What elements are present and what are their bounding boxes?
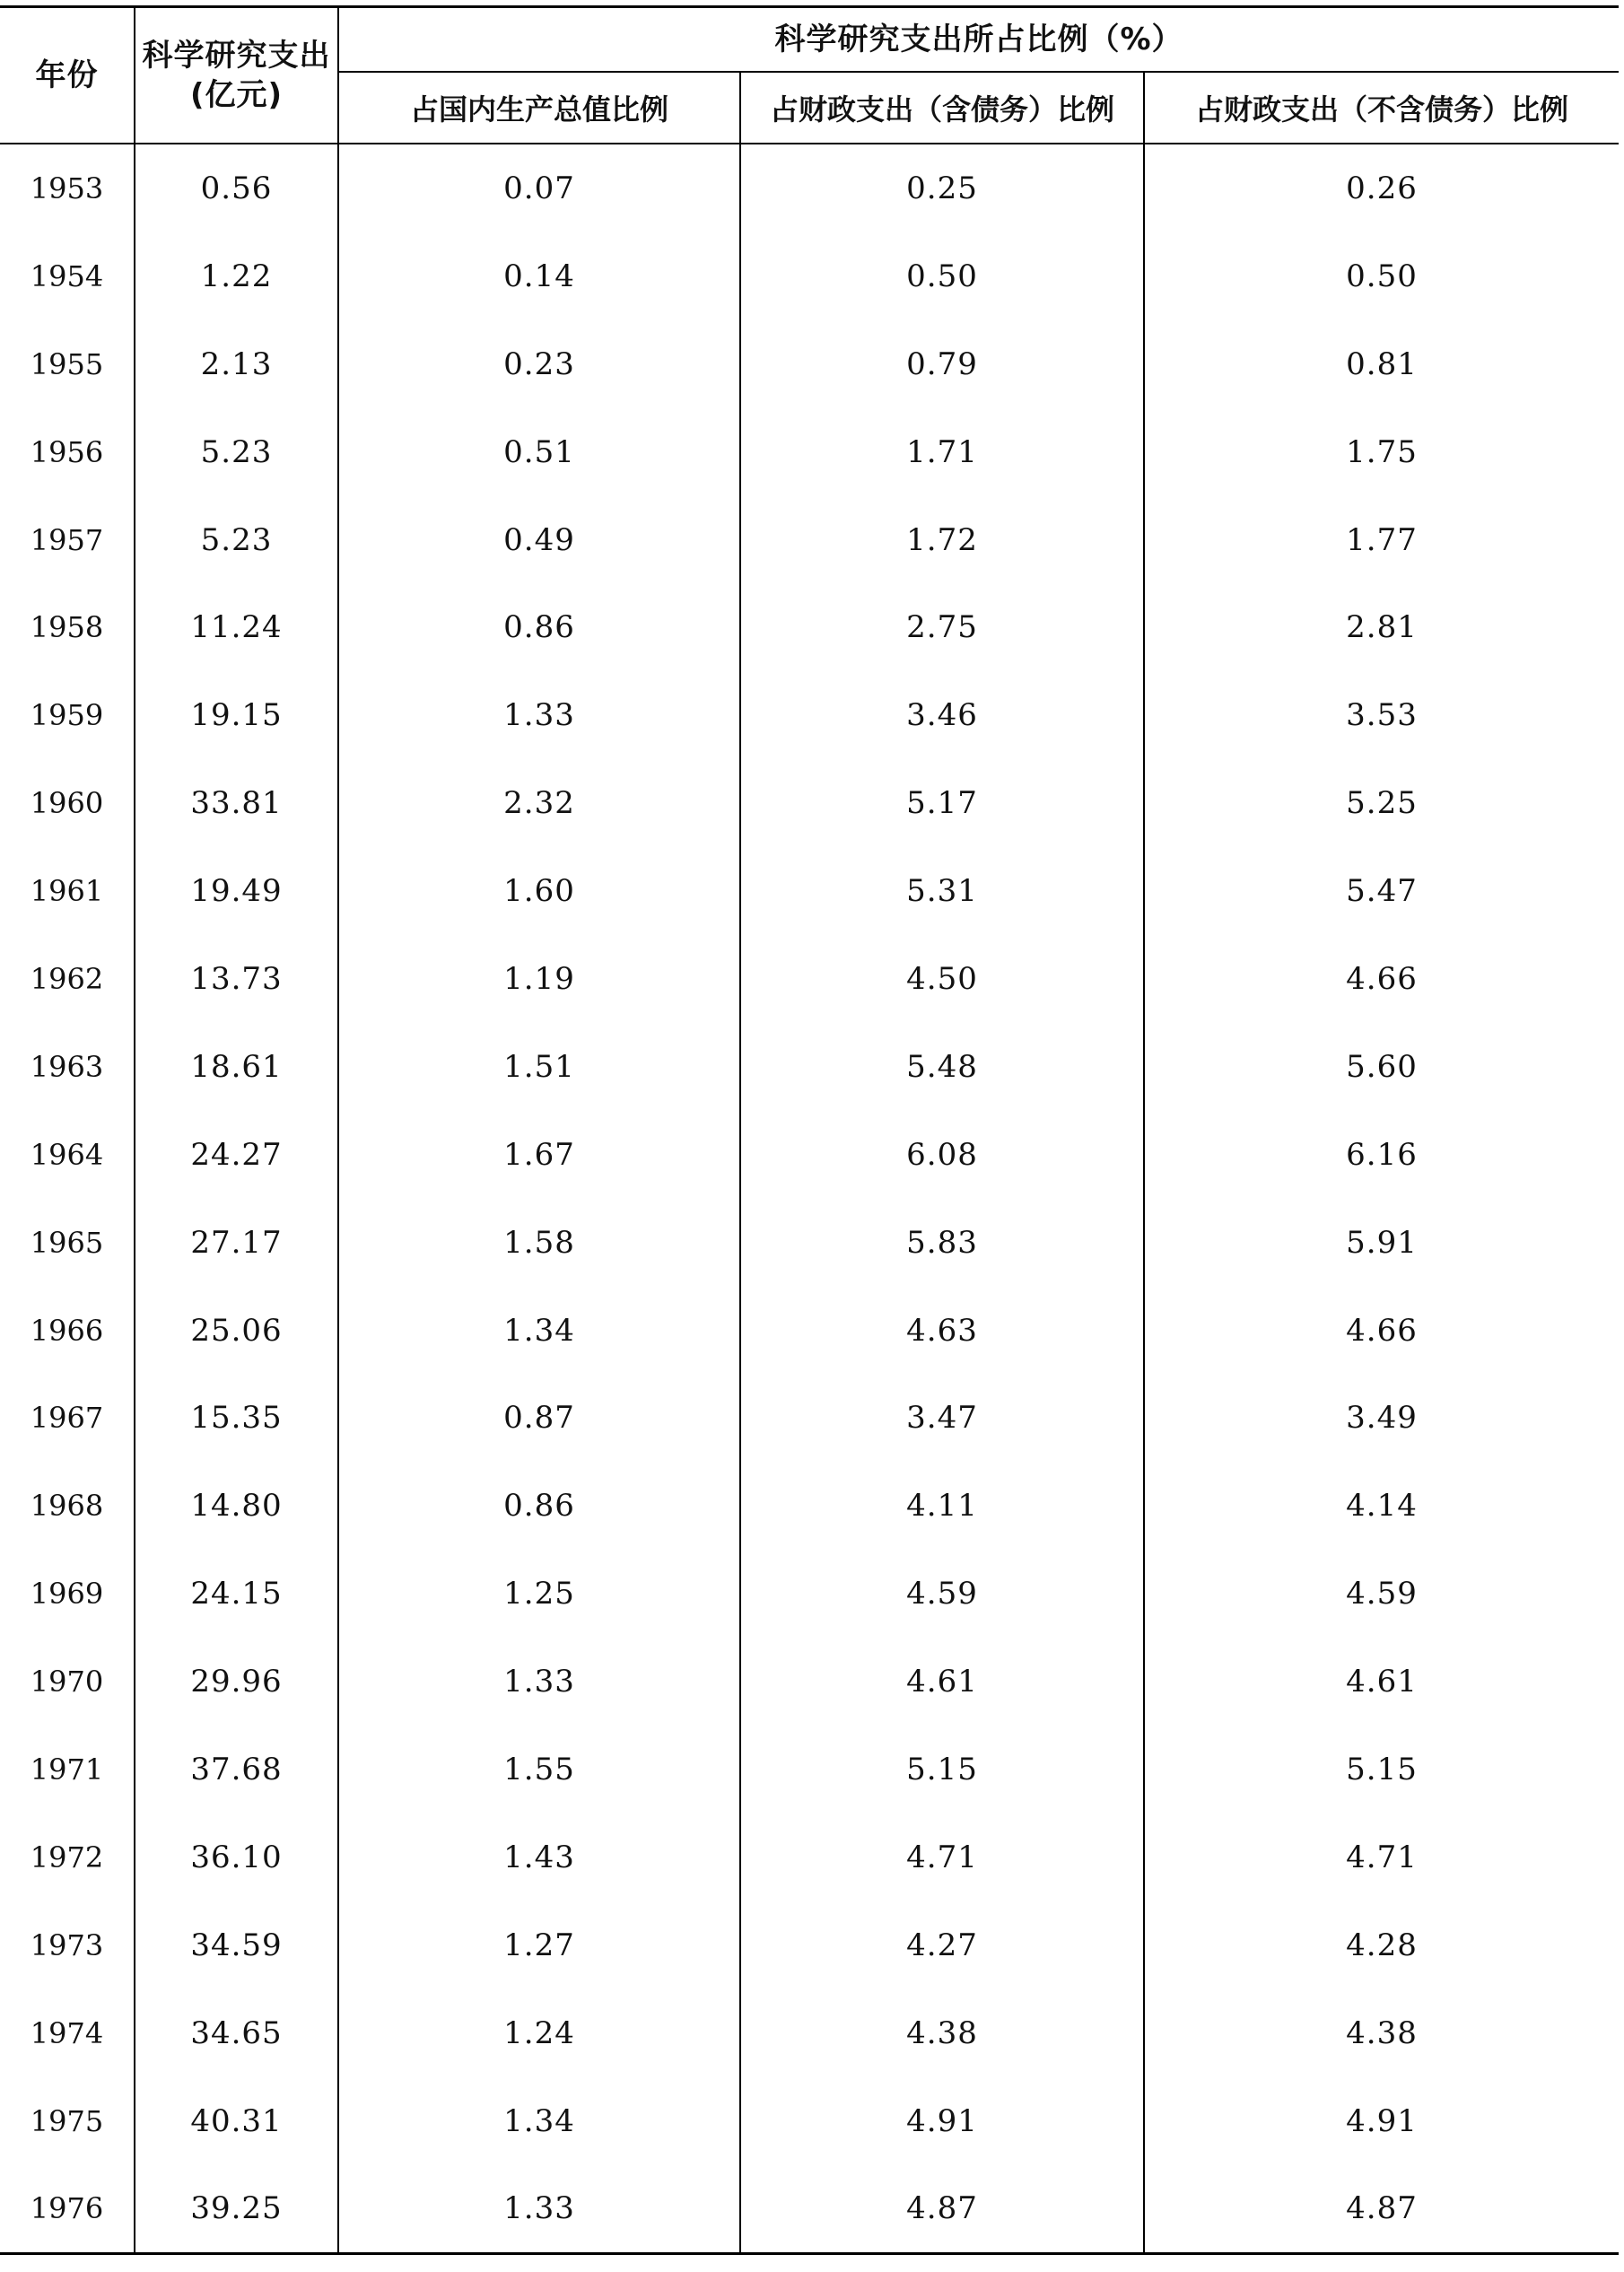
cell-spend: [135, 232, 338, 320]
year-value: 1975: [30, 2103, 104, 2138]
fiscal-excl-debt-value: 4.91: [1346, 2102, 1418, 2139]
cell-gdp-ratio: [338, 935, 740, 1023]
fiscal-incl-debt-value: 0.25: [906, 170, 978, 206]
cell-spend: [135, 1374, 338, 1462]
cell-fiscal-excl-debt: [1144, 671, 1619, 759]
cell-fiscal-incl-debt: [740, 1550, 1144, 1638]
fiscal-incl-debt-value: 4.87: [906, 2190, 978, 2227]
fiscal-incl-debt-value: 4.27: [906, 1927, 978, 1963]
year-value: 1974: [30, 2015, 104, 2050]
year-value: 1957: [30, 522, 104, 557]
fiscal-excl-debt-value: 0.50: [1346, 258, 1418, 294]
cell-fiscal-incl-debt: [740, 496, 1144, 584]
cell-fiscal-incl-debt: [740, 847, 1144, 935]
cell-year: [0, 408, 135, 496]
cell-fiscal-excl-debt: [1144, 144, 1619, 232]
cell-spend: [135, 583, 338, 671]
cell-fiscal-excl-debt: [1144, 1023, 1619, 1111]
fiscal-excl-debt-value: 4.28: [1346, 1927, 1418, 1963]
cell-fiscal-incl-debt: [740, 1726, 1144, 1813]
cell-fiscal-excl-debt: [1144, 232, 1619, 320]
cell-gdp-ratio: [338, 759, 740, 847]
year-value: 1961: [30, 874, 104, 909]
year-value: 1954: [30, 258, 104, 293]
cell-gdp-ratio: [338, 1374, 740, 1462]
cell-gdp-ratio: [338, 408, 740, 496]
cell-year: [0, 1023, 135, 1111]
cell-spend: [135, 2077, 338, 2165]
fiscal-incl-debt-value: 4.50: [906, 960, 978, 997]
spend-value: 5.23: [200, 521, 273, 558]
spend-value: 14.80: [190, 1488, 283, 1525]
cell-year: [0, 496, 135, 584]
gdp-ratio-value: 0.49: [503, 521, 575, 558]
year-value: 1976: [30, 2191, 104, 2226]
gdp-ratio-value: 0.07: [503, 170, 575, 206]
fiscal-excl-debt-value: 4.59: [1346, 1576, 1418, 1612]
header-fiscal-incl-debt-label: 占财政支出（含债务）比例: [769, 92, 1114, 127]
cell-year: [0, 935, 135, 1023]
table-body: [0, 144, 1619, 2254]
cell-gdp-ratio: [338, 1462, 740, 1550]
gdp-ratio-value: 0.86: [503, 1488, 575, 1525]
cell-gdp-ratio: [338, 1638, 740, 1726]
fiscal-excl-debt-value: 4.66: [1346, 960, 1418, 997]
fiscal-excl-debt-value: 5.15: [1346, 1751, 1418, 1787]
cell-fiscal-incl-debt: [740, 1111, 1144, 1199]
cell-gdp-ratio: [338, 1023, 740, 1111]
gdp-ratio-value: 2.32: [503, 785, 575, 822]
fiscal-excl-debt-value: 3.53: [1346, 697, 1418, 734]
spend-value: 29.96: [190, 1664, 283, 1700]
cell-gdp-ratio: [338, 583, 740, 671]
spend-value: 25.06: [190, 1312, 283, 1349]
cell-year: [0, 320, 135, 408]
cell-spend: [135, 320, 338, 408]
cell-fiscal-incl-debt: [740, 1199, 1144, 1287]
gdp-ratio-value: 1.34: [503, 2102, 575, 2139]
cell-gdp-ratio: [338, 144, 740, 232]
fiscal-incl-debt-value: 4.61: [906, 1664, 978, 1700]
fiscal-excl-debt-value: 0.81: [1346, 345, 1418, 382]
cell-fiscal-incl-debt: [740, 583, 1144, 671]
cell-year: [0, 1901, 135, 1989]
spend-value: 18.61: [190, 1048, 283, 1085]
cell-year: [0, 1726, 135, 1813]
cell-gdp-ratio: [338, 847, 740, 935]
header-gdp-ratio: [338, 72, 740, 144]
cell-fiscal-excl-debt: [1144, 1287, 1619, 1375]
table-row: [0, 1287, 1619, 1375]
spend-value: 15.35: [190, 1400, 283, 1437]
spend-value: 40.31: [190, 2102, 283, 2139]
table-row: [0, 2164, 1619, 2253]
table-row: [0, 232, 1619, 320]
table-row: [0, 1813, 1619, 1901]
cell-fiscal-incl-debt: [740, 2077, 1144, 2165]
year-value: 1967: [30, 1401, 104, 1436]
year-value: 1972: [30, 1839, 104, 1874]
year-value: 1968: [30, 1489, 104, 1524]
year-value: 1966: [30, 1313, 104, 1348]
cell-year: [0, 583, 135, 671]
cell-fiscal-incl-debt: [740, 232, 1144, 320]
cell-year: [0, 2164, 135, 2253]
spend-value: 24.15: [190, 1576, 283, 1612]
spend-value: 34.59: [190, 1927, 283, 1963]
cell-spend: [135, 1550, 338, 1638]
research-expenditure-table: [0, 5, 1619, 2255]
spend-value: 34.65: [190, 2014, 283, 2051]
spend-value: 36.10: [190, 1839, 283, 1875]
cell-spend: [135, 1989, 338, 2077]
cell-spend: [135, 935, 338, 1023]
table-row: [0, 496, 1619, 584]
table-row: [0, 1462, 1619, 1550]
cell-fiscal-incl-debt: [740, 759, 1144, 847]
fiscal-incl-debt-value: 4.59: [906, 1576, 978, 1612]
spend-value: 11.24: [190, 609, 283, 646]
table-row: [0, 320, 1619, 408]
fiscal-incl-debt-value: 5.31: [906, 873, 978, 910]
gdp-ratio-value: 0.51: [503, 433, 575, 470]
fiscal-excl-debt-value: 4.38: [1346, 2014, 1418, 2051]
fiscal-excl-debt-value: 1.75: [1346, 433, 1418, 470]
year-value: 1959: [30, 698, 104, 733]
gdp-ratio-value: 0.86: [503, 609, 575, 646]
year-value: 1953: [30, 170, 104, 205]
spend-value: 5.23: [200, 433, 273, 470]
cell-spend: [135, 671, 338, 759]
fiscal-incl-debt-value: 5.17: [906, 785, 978, 822]
fiscal-incl-debt-value: 6.08: [906, 1136, 978, 1173]
cell-gdp-ratio: [338, 1287, 740, 1375]
table-row: [0, 1989, 1619, 2077]
cell-fiscal-excl-debt: [1144, 1111, 1619, 1199]
year-value: 1956: [30, 434, 104, 469]
cell-fiscal-incl-debt: [740, 1901, 1144, 1989]
cell-year: [0, 847, 135, 935]
cell-gdp-ratio: [338, 1726, 740, 1813]
table-row: [0, 1111, 1619, 1199]
cell-spend: [135, 1287, 338, 1375]
cell-year: [0, 1638, 135, 1726]
header-year: [0, 7, 135, 144]
cell-fiscal-excl-debt: [1144, 408, 1619, 496]
cell-fiscal-incl-debt: [740, 671, 1144, 759]
cell-spend: [135, 1638, 338, 1726]
cell-spend: [135, 144, 338, 232]
table-row: [0, 1550, 1619, 1638]
year-value: 1963: [30, 1049, 104, 1084]
cell-spend: [135, 1813, 338, 1901]
fiscal-excl-debt-value: 5.25: [1346, 785, 1418, 822]
cell-fiscal-incl-debt: [740, 935, 1144, 1023]
fiscal-incl-debt-value: 0.79: [906, 345, 978, 382]
fiscal-incl-debt-value: 4.63: [906, 1312, 978, 1349]
table-row: [0, 1638, 1619, 1726]
gdp-ratio-value: 1.25: [503, 1576, 575, 1612]
spend-value: 0.56: [200, 170, 273, 206]
cell-fiscal-excl-debt: [1144, 847, 1619, 935]
cell-fiscal-excl-debt: [1144, 1638, 1619, 1726]
cell-fiscal-excl-debt: [1144, 759, 1619, 847]
cell-fiscal-incl-debt: [740, 320, 1144, 408]
cell-spend: [135, 408, 338, 496]
gdp-ratio-value: 1.33: [503, 1664, 575, 1700]
fiscal-excl-debt-value: 1.77: [1346, 521, 1418, 558]
header-gdp-ratio-label: 占国内生产总值比例: [409, 92, 668, 127]
cell-year: [0, 1199, 135, 1287]
cell-gdp-ratio: [338, 671, 740, 759]
header-ratio-group-label: 科学研究支出所占比例（%）: [774, 21, 1183, 57]
cell-year: [0, 1462, 135, 1550]
year-value: 1964: [30, 1137, 104, 1172]
header-spend: [135, 7, 338, 144]
cell-fiscal-excl-debt: [1144, 1726, 1619, 1813]
fiscal-excl-debt-value: 4.71: [1346, 1839, 1418, 1875]
fiscal-incl-debt-value: 4.91: [906, 2102, 978, 2139]
cell-year: [0, 1111, 135, 1199]
gdp-ratio-value: 1.27: [503, 1927, 575, 1963]
fiscal-incl-debt-value: 4.11: [906, 1488, 978, 1525]
fiscal-incl-debt-value: 2.75: [906, 609, 978, 646]
spend-value: 19.49: [190, 873, 283, 910]
fiscal-excl-debt-value: 5.60: [1346, 1048, 1418, 1085]
header-fiscal-excl-debt: [1144, 72, 1619, 144]
cell-gdp-ratio: [338, 1199, 740, 1287]
cell-fiscal-incl-debt: [740, 1462, 1144, 1550]
fiscal-excl-debt-value: 4.61: [1346, 1664, 1418, 1700]
cell-fiscal-excl-debt: [1144, 583, 1619, 671]
spend-value: 37.68: [190, 1751, 283, 1787]
fiscal-incl-debt-value: 5.83: [906, 1224, 978, 1261]
cell-gdp-ratio: [338, 1550, 740, 1638]
cell-spend: [135, 847, 338, 935]
cell-year: [0, 1813, 135, 1901]
table-row: [0, 935, 1619, 1023]
gdp-ratio-value: 0.87: [503, 1400, 575, 1437]
cell-spend: [135, 1462, 338, 1550]
fiscal-excl-debt-value: 0.26: [1346, 170, 1418, 206]
table-row: [0, 144, 1619, 232]
year-value: 1965: [30, 1225, 104, 1260]
spend-value: 27.17: [190, 1224, 283, 1261]
cell-year: [0, 1374, 135, 1462]
table-row: [0, 1023, 1619, 1111]
cell-spend: [135, 1199, 338, 1287]
cell-year: [0, 232, 135, 320]
fiscal-excl-debt-value: 5.47: [1346, 873, 1418, 910]
table-row: [0, 1374, 1619, 1462]
cell-gdp-ratio: [338, 232, 740, 320]
cell-year: [0, 759, 135, 847]
cell-spend: [135, 2164, 338, 2253]
year-value: 1969: [30, 1577, 104, 1612]
table-header: [0, 7, 1619, 144]
cell-fiscal-incl-debt: [740, 1374, 1144, 1462]
year-value: 1962: [30, 961, 104, 996]
fiscal-incl-debt-value: 3.46: [906, 697, 978, 734]
cell-gdp-ratio: [338, 1989, 740, 2077]
header-spend-unit: (亿元): [189, 77, 284, 113]
cell-spend: [135, 1023, 338, 1111]
table-row: [0, 1726, 1619, 1813]
cell-fiscal-incl-debt: [740, 1989, 1144, 2077]
spend-value: 1.22: [200, 258, 273, 294]
table-row: [0, 671, 1619, 759]
table-row: [0, 408, 1619, 496]
fiscal-excl-debt-value: 2.81: [1346, 609, 1418, 646]
gdp-ratio-value: 1.55: [503, 1751, 575, 1787]
cell-spend: [135, 496, 338, 584]
cell-fiscal-excl-debt: [1144, 1550, 1619, 1638]
cell-year: [0, 1287, 135, 1375]
fiscal-incl-debt-value: 1.72: [906, 521, 978, 558]
cell-fiscal-incl-debt: [740, 144, 1144, 232]
fiscal-incl-debt-value: 5.15: [906, 1751, 978, 1787]
fiscal-incl-debt-value: 0.50: [906, 258, 978, 294]
fiscal-incl-debt-value: 3.47: [906, 1400, 978, 1437]
gdp-ratio-value: 1.33: [503, 697, 575, 734]
year-value: 1958: [30, 610, 104, 645]
cell-year: [0, 1550, 135, 1638]
header-fiscal-excl-debt-label: 占财政支出（不含债务）比例: [1195, 92, 1569, 127]
cell-gdp-ratio: [338, 2077, 740, 2165]
gdp-ratio-value: 1.43: [503, 1839, 575, 1875]
fiscal-incl-debt-value: 4.38: [906, 2014, 978, 2051]
year-value: 1960: [30, 786, 104, 821]
cell-fiscal-excl-debt: [1144, 1901, 1619, 1989]
header-ratio-group: [338, 7, 1619, 73]
fiscal-excl-debt-value: 5.91: [1346, 1224, 1418, 1261]
header-fiscal-incl-debt: [740, 72, 1144, 144]
gdp-ratio-value: 1.24: [503, 2014, 575, 2051]
gdp-ratio-value: 0.14: [503, 258, 575, 294]
cell-gdp-ratio: [338, 496, 740, 584]
cell-year: [0, 671, 135, 759]
spend-value: 19.15: [190, 697, 283, 734]
spend-value: 39.25: [190, 2190, 283, 2227]
table-row: [0, 759, 1619, 847]
cell-gdp-ratio: [338, 1111, 740, 1199]
cell-spend: [135, 1111, 338, 1199]
cell-fiscal-incl-debt: [740, 2164, 1144, 2253]
cell-fiscal-excl-debt: [1144, 2077, 1619, 2165]
cell-fiscal-incl-debt: [740, 1638, 1144, 1726]
gdp-ratio-value: 1.34: [503, 1312, 575, 1349]
cell-year: [0, 1989, 135, 2077]
table-row: [0, 1901, 1619, 1989]
cell-spend: [135, 759, 338, 847]
spend-value: 2.13: [200, 345, 273, 382]
cell-fiscal-incl-debt: [740, 1023, 1144, 1111]
year-value: 1955: [30, 346, 104, 381]
gdp-ratio-value: 1.19: [503, 960, 575, 997]
gdp-ratio-value: 1.58: [503, 1224, 575, 1261]
fiscal-incl-debt-value: 4.71: [906, 1839, 978, 1875]
fiscal-excl-debt-value: 4.66: [1346, 1312, 1418, 1349]
cell-gdp-ratio: [338, 320, 740, 408]
fiscal-incl-debt-value: 5.48: [906, 1048, 978, 1085]
cell-spend: [135, 1901, 338, 1989]
table-row: [0, 583, 1619, 671]
cell-fiscal-incl-debt: [740, 1287, 1144, 1375]
cell-fiscal-excl-debt: [1144, 2164, 1619, 2253]
fiscal-excl-debt-value: 4.87: [1346, 2190, 1418, 2227]
cell-fiscal-excl-debt: [1144, 1374, 1619, 1462]
header-spend-label: 科学研究支出: [142, 37, 331, 74]
cell-gdp-ratio: [338, 2164, 740, 2253]
spend-value: 33.81: [190, 785, 283, 822]
fiscal-incl-debt-value: 1.71: [906, 433, 978, 470]
cell-gdp-ratio: [338, 1813, 740, 1901]
cell-fiscal-excl-debt: [1144, 1462, 1619, 1550]
spend-value: 24.27: [190, 1136, 283, 1173]
cell-fiscal-excl-debt: [1144, 496, 1619, 584]
gdp-ratio-value: 1.51: [503, 1048, 575, 1085]
fiscal-excl-debt-value: 6.16: [1346, 1136, 1418, 1173]
cell-fiscal-excl-debt: [1144, 1199, 1619, 1287]
table-row: [0, 1199, 1619, 1287]
cell-fiscal-excl-debt: [1144, 935, 1619, 1023]
cell-fiscal-incl-debt: [740, 1813, 1144, 1901]
gdp-ratio-value: 1.60: [503, 873, 575, 910]
cell-year: [0, 144, 135, 232]
header-year-label: 年份: [35, 57, 99, 93]
year-value: 1973: [30, 1927, 104, 1962]
gdp-ratio-value: 1.33: [503, 2190, 575, 2227]
cell-fiscal-excl-debt: [1144, 1989, 1619, 2077]
year-value: 1971: [30, 1752, 104, 1787]
cell-year: [0, 2077, 135, 2165]
cell-fiscal-excl-debt: [1144, 1813, 1619, 1901]
fiscal-excl-debt-value: 3.49: [1346, 1400, 1418, 1437]
cell-fiscal-excl-debt: [1144, 320, 1619, 408]
year-value: 1970: [30, 1665, 104, 1700]
cell-spend: [135, 1726, 338, 1813]
gdp-ratio-value: 0.23: [503, 345, 575, 382]
gdp-ratio-value: 1.67: [503, 1136, 575, 1173]
table-row: [0, 847, 1619, 935]
table-row: [0, 2077, 1619, 2165]
cell-gdp-ratio: [338, 1901, 740, 1989]
spend-value: 13.73: [190, 960, 283, 997]
cell-fiscal-incl-debt: [740, 408, 1144, 496]
fiscal-excl-debt-value: 4.14: [1346, 1488, 1418, 1525]
